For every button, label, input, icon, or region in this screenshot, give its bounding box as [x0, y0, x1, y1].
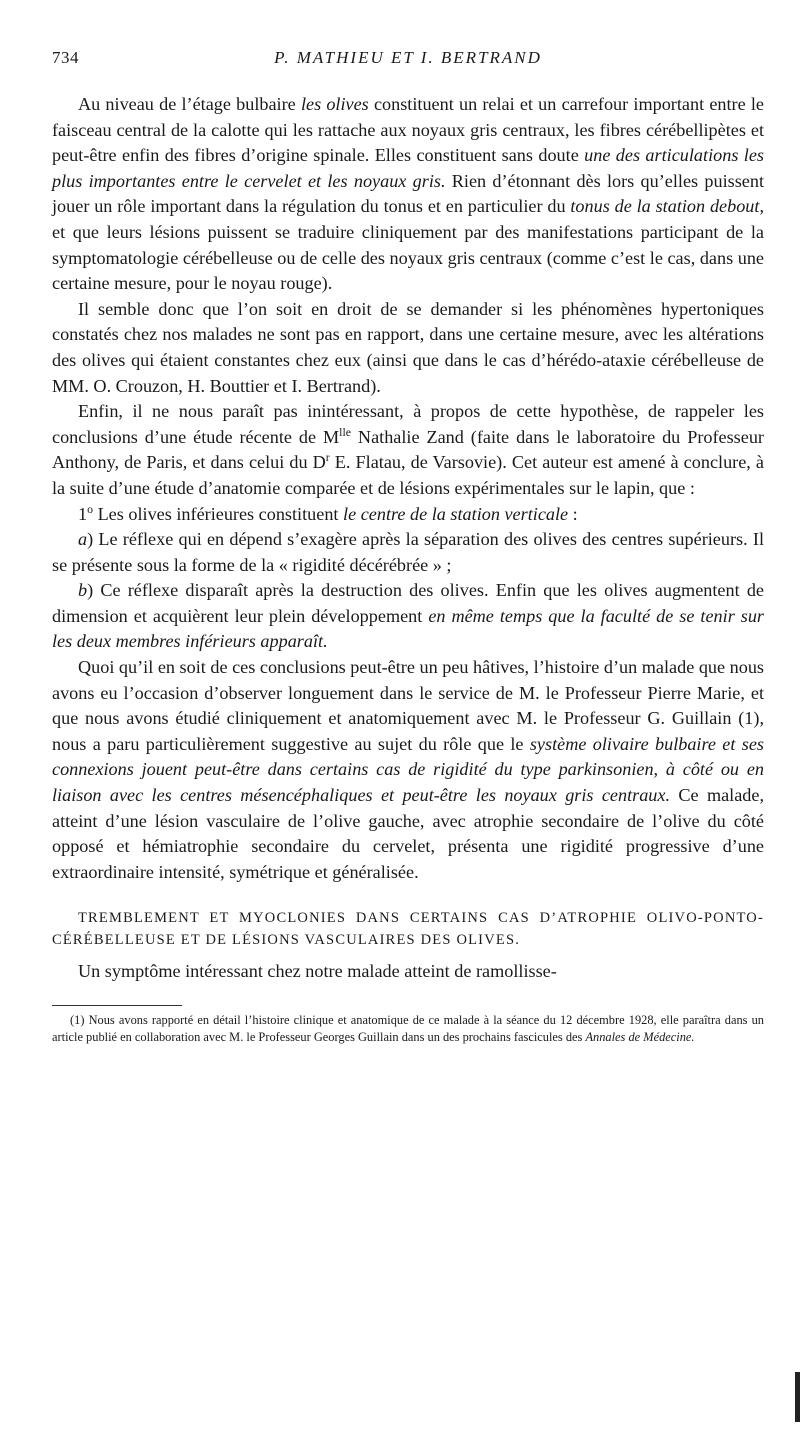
footnote-separator	[52, 1005, 182, 1006]
section-title: TREMBLEMENT ET MYOCLONIES DANS CERTAINS CAS D’ATROPHIE OLIVO-PONTO-CÉRÉBELLEUSE ET DE LÉSIONS VASCULAIRES DES OLIVES.	[52, 910, 764, 949]
scan-edge-mark	[795, 1372, 800, 1422]
footnote: (1) Nous avons rapporté en détail l’histoire clinique et anatomique de ce malade à la séance du 12 décembre 1928, elle paraîtra dans un article publié en collaboration avec M. le Professeur Georges Guillain dans un des prochains fascicules des Annales de Médecine.	[52, 1013, 764, 1044]
page-number: 734	[52, 48, 79, 67]
paragraph-7: Quoi qu’il en soit de ces conclusions peut-être un peu hâtives, l’histoire d’un malade que nous avons eu l’occasion d’observer longuement dans le service de M. le Professeur Pierre Marie, et que nous avons étudié cliniquement et anatomiquement avec M. le Professeur G. Guillain (1), nous a paru particulièrement suggestive au sujet du rôle que le système olivaire bulbaire et ses connexions jouent peut-être dans certains cas de rigidité du type parkinsonien, à côté ou en liaison avec les centres mésencéphaliques et peut-être les noyaux gris centraux. Ce malade, atteint d’une lésion vasculaire de l’olive gauche, avec atrophie secondaire de l’olive du côté opposé et hémiatrophie secondaire du cervelet, présenta une rigidité progressive d’une extraordinaire intensité, symétrique et généralisée.	[52, 657, 764, 882]
paragraph-5: a) Le réflexe qui en dépend s’exagère après la séparation des olives des centres supérieurs. Il se présente sous la forme de la « rigidité décérébrée » ;	[52, 529, 764, 575]
paragraph-1: Au niveau de l’étage bulbaire les olives constituent un relai et un carrefour important entre le faisceau central de la calotte qui les rattache aux noyaux gris centraux, les fibres cérébellipètes et peut-être enfin des fibres d’origine spinale. Elles constituent sans doute une des articulations les plus importantes entre le cervelet et les noyaux gris. Rien d’étonnant dès lors qu’elles puissent jouer un rôle important dans la régulation du tonus et en particulier du tonus de la station debout, et que leurs lésions puissent se traduire cliniquement par des manifestations participant de la symptomatologie cérébelleuse ou de celle des noyaux gris centraux (comme c’est le cas, dans une certaine mesure, pour le noyau rouge).	[52, 94, 765, 294]
running-title: P. MATHIEU ET I. BERTRAND	[274, 48, 542, 67]
page-header	[52, 42, 764, 72]
page	[52, 42, 764, 1045]
paragraph-2: Il semble donc que l’on soit en droit de se demander si les phénomènes hypertoniques constatés chez nos malades ne sont pas en rapport, dans une certaine mesure, avec les altérations des olives qui étaient constantes chez eux (ainsi que dans le cas d’hérédo-ataxie cérébelleuse de MM. O. Crouzon, H. Bouttier et I. Bertrand).	[52, 298, 764, 396]
paragraph-3: Enfin, il ne nous paraît pas inintéressant, à propos de cette hypothèse, de rappeler les conclusions d’une étude récente de $M^{lle}$ Nathalie Zand (faite dans le laboratoire du Professeur Anthony, de Paris, et dans celui du $D^r$ E. Flatau, de Varsovie). Cet auteur est amené à conclure, à la suite d’une étude d’anatomie comparée et de lésions expérimentales sur le lapin, que :	[52, 401, 764, 498]
paragraph-8: Un symptôme intéressant chez notre malade atteint de ramollisse-	[78, 961, 557, 982]
paragraph-6: b) Ce réflexe disparaît après la destruction des olives. Enfin que les olives augmentent de dimension et acquièrent leur plein développement en même temps que la faculté de se tenir sur les deux membres inférieurs apparaît.	[52, 580, 765, 652]
paragraph-4: 1$^o$ Les olives inférieures constituent le centre de la station verticale :	[78, 501, 578, 524]
body-text	[52, 92, 764, 985]
